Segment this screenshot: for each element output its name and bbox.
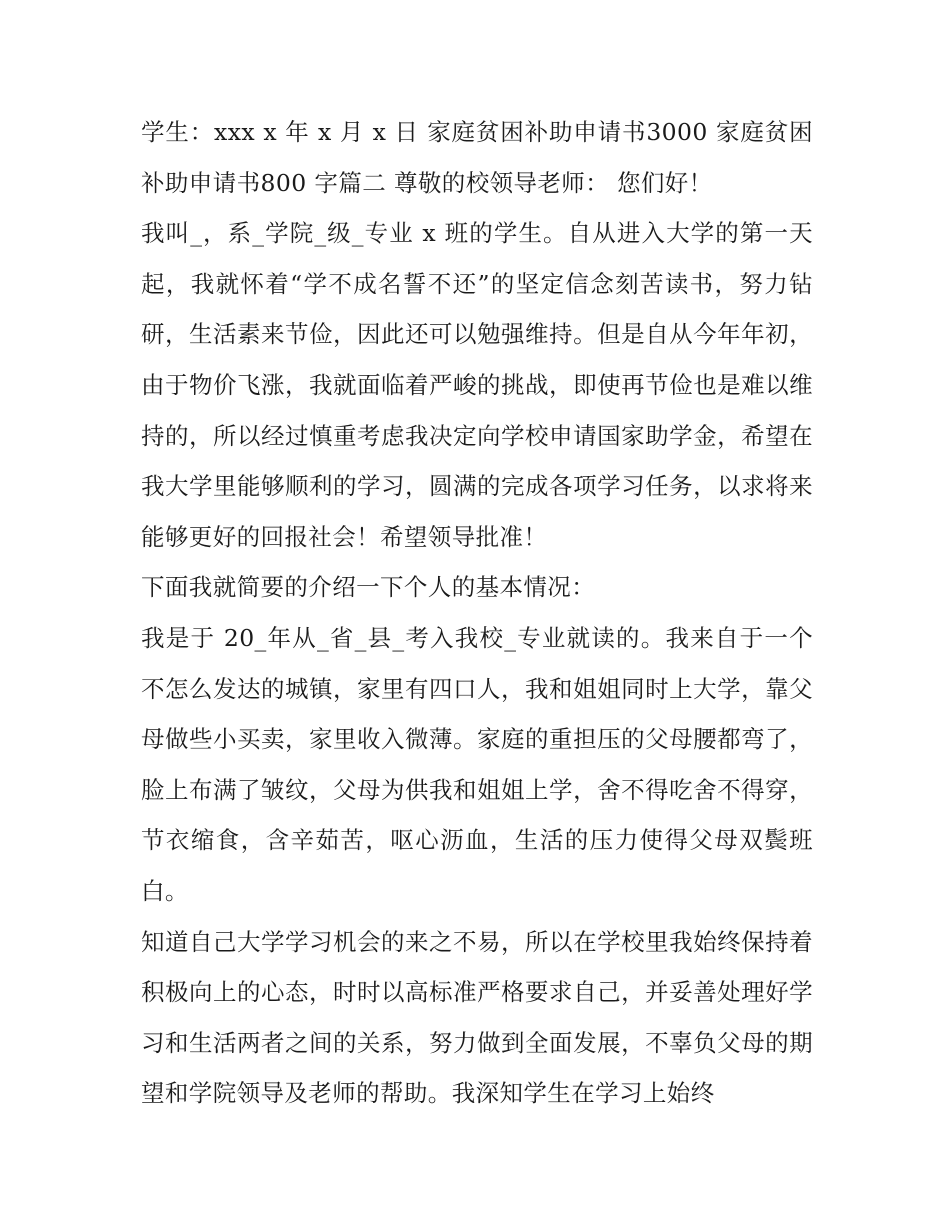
document-body (141, 107, 813, 1119)
paragraph-introduction: 我叫_，系_学院_级_专业 x 班的学生。自从进入大学的第一天起，我就怀着“学不成名誓不还”的坚定信念刻苦读书，努力钻研，生活素来节俭，因此还可以勉强维持。但是自从今年年初，由于物价飞涨，我就面临着严峻的挑战，即使再节俭也是难以维持的，所以经过慎重考虑我决定向学校申请国家助学金，希望在我大学里能够顺利的学习，圆满的完成各项学习任务，以求将来能够更好的回报社会！希望领导批准！ (141, 219, 813, 551)
paragraph-study-attitude: 知道自己大学学习机会的来之不易，所以在学校里我始终保持着积极向上的心态，时时以高标准严格要求自己，并妥善处理好学习和生活两者之间的关系，努力做到全面发展，不辜负父母的期望和学院领导及老师的帮助。我深知学生在学习上始终 (141, 927, 813, 1108)
paragraph-header: 学生：xxx x 年 x 月 x 日 家庭贫困补助申请书3000 家庭贫困补助申请书800 字篇二 尊敬的校领导老师： 您们好！ (141, 118, 813, 197)
paragraph-transition: 下面我就简要的介绍一下个人的基本情况： (141, 573, 596, 602)
paragraph-family-situation: 我是于 20_年从_省_县_考入我校_专业就读的。我来自于一个不怎么发达的城镇，家里有四口人，我和姐姐同时上大学，靠父母做些小买卖，家里收入微薄。家庭的重担压的父母腰都弯了，脸上布满了皱纹，父母为供我和姐姐上学，舍不得吃舍不得穿，节衣缩食，含辛茹苦，呕心沥血，生活的压力使得父母双鬓班白。 (141, 623, 813, 905)
